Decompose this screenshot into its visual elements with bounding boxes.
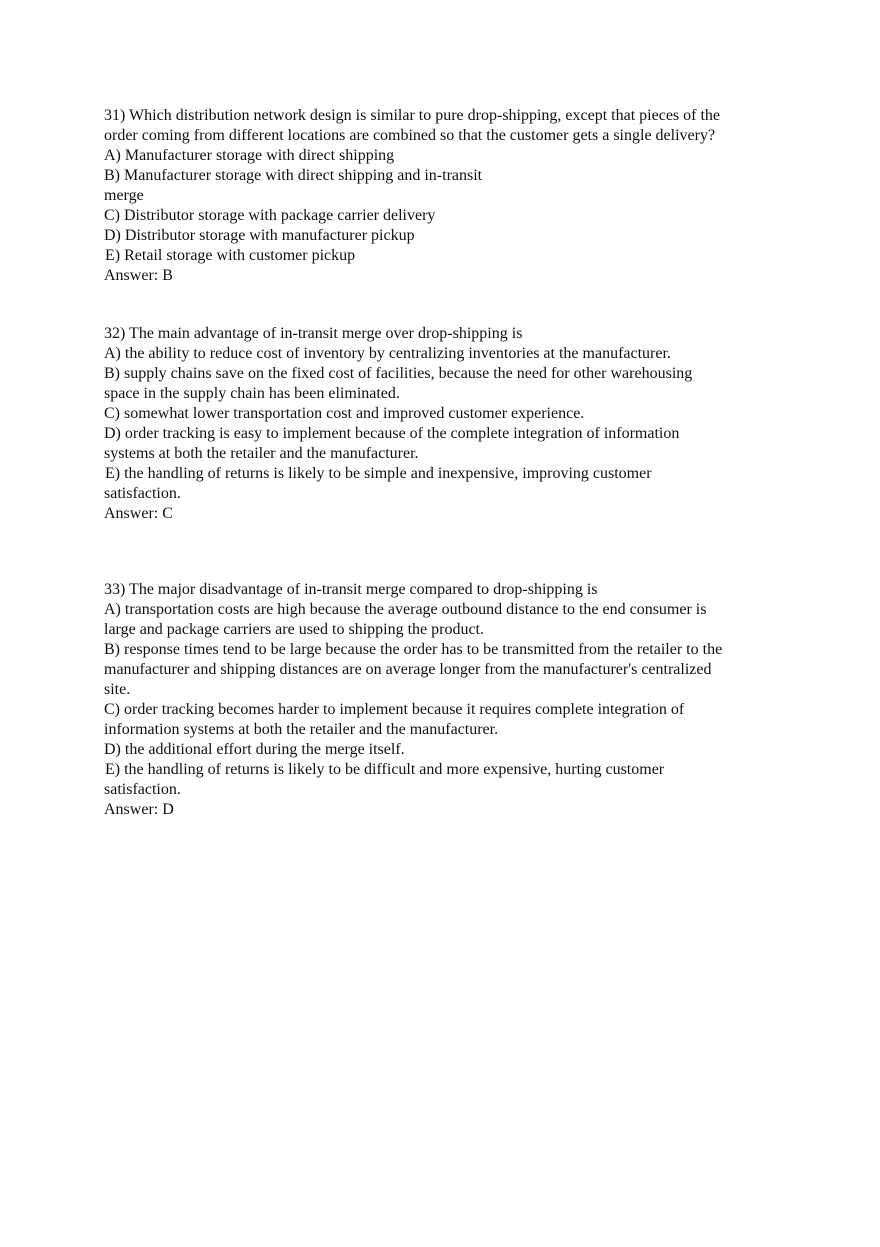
option-a-continued: large and package carriers are used to shipping the product. bbox=[104, 621, 484, 638]
question-31 bbox=[104, 106, 784, 286]
question-stem-line: 31) Which distribution network design is similar to pure drop-shipping, except that pieces of the bbox=[104, 107, 721, 124]
answer: Answer: B bbox=[104, 267, 173, 284]
option-a: A) transportation costs are high because the average outbound distance to the end consumer is bbox=[104, 601, 707, 618]
option-c: C) order tracking becomes harder to implement because it requires complete integration of bbox=[104, 701, 685, 718]
option-b: B) response times tend to be large because the order has to be transmitted from the retailer to the bbox=[104, 641, 723, 658]
option-e-continued: satisfaction. bbox=[104, 781, 181, 798]
option-b: B) supply chains save on the fixed cost of facilities, because the need for other warehousing bbox=[104, 365, 693, 382]
option-e: E) the handling of returns is likely to be difficult and more expensive, hurting customer bbox=[105, 761, 665, 778]
option-d: D) Distributor storage with manufacturer pickup bbox=[104, 227, 415, 244]
option-c: C) somewhat lower transportation cost and improved customer experience. bbox=[104, 405, 585, 422]
option-a: A) the ability to reduce cost of inventory by centralizing inventories at the manufacturer. bbox=[104, 345, 671, 362]
option-e: E) Retail storage with customer pickup bbox=[105, 247, 356, 264]
option-c: C) Distributor storage with package carrier delivery bbox=[104, 207, 436, 224]
answer: Answer: D bbox=[104, 801, 174, 818]
option-b-continued: space in the supply chain has been eliminated. bbox=[104, 385, 400, 402]
option-b-continued: manufacturer and shipping distances are on average longer from the manufacturer's centralized bbox=[104, 661, 712, 678]
option-e: E) the handling of returns is likely to be simple and inexpensive, improving customer bbox=[105, 465, 652, 482]
option-b-continued: site. bbox=[104, 681, 131, 698]
question-32 bbox=[104, 324, 784, 524]
option-d: D) order tracking is easy to implement because of the complete integration of information bbox=[104, 425, 680, 442]
option-a: A) Manufacturer storage with direct shipping bbox=[104, 147, 395, 164]
question-33 bbox=[104, 580, 784, 820]
option-d: D) the additional effort during the merge itself. bbox=[104, 741, 405, 758]
question-stem-line: 32) The main advantage of in-transit merge over drop-shipping is bbox=[104, 325, 523, 342]
option-b: B) Manufacturer storage with direct shipping and in-transit bbox=[104, 167, 483, 184]
option-d-continued: systems at both the retailer and the manufacturer. bbox=[104, 445, 419, 462]
option-c-continued: information systems at both the retailer and the manufacturer. bbox=[104, 721, 499, 738]
option-b-continued: merge bbox=[104, 187, 144, 204]
question-stem-line: order coming from different locations are combined so that the customer gets a single delivery? bbox=[104, 127, 716, 144]
answer: Answer: C bbox=[104, 505, 173, 522]
option-e-continued: satisfaction. bbox=[104, 485, 181, 502]
question-stem-line: 33) The major disadvantage of in-transit merge compared to drop-shipping is bbox=[104, 581, 598, 598]
